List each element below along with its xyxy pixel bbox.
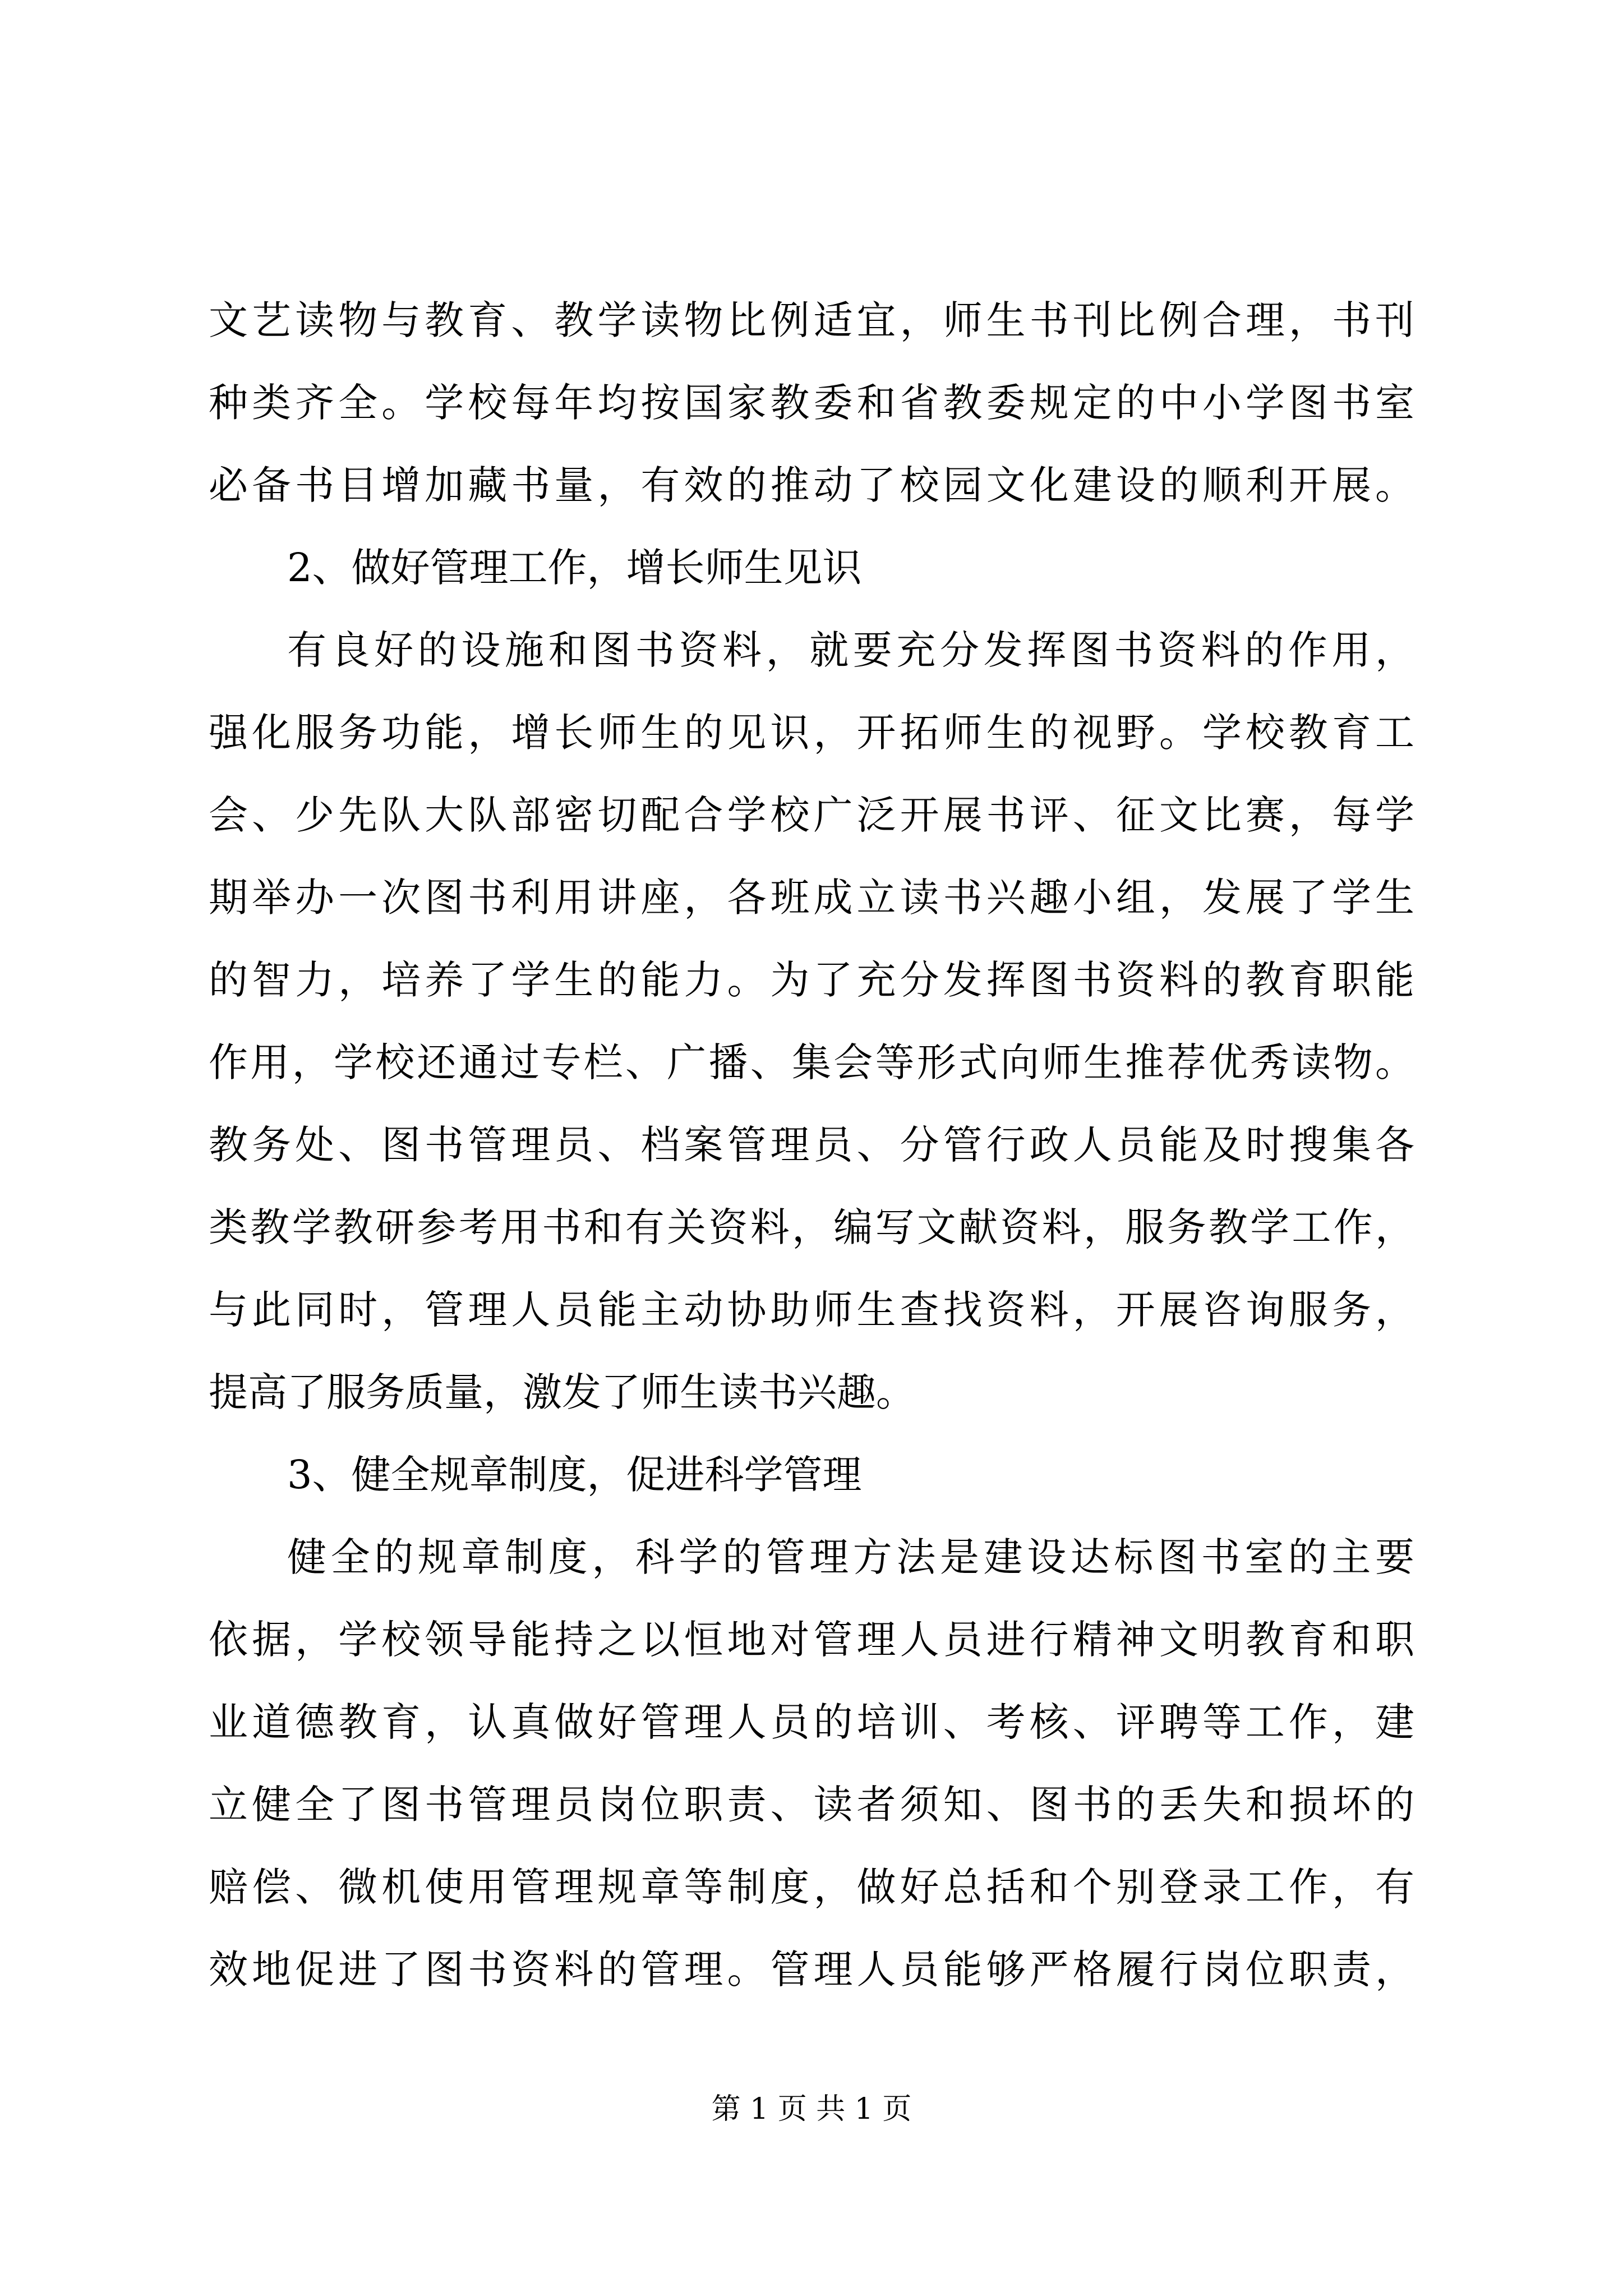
text-line-14: 提高了服务质量，激发了师生读书兴趣。 bbox=[209, 1369, 915, 1415]
text-line-11: 教务处、图书管理员、档案管理员、分管行政人员能及时搜集各 bbox=[209, 1122, 1414, 1168]
text-line-18: 业道德教育，认真做好管理人员的培训、考核、评聘等工作，建 bbox=[209, 1699, 1414, 1745]
text-line-9: 的智力，培养了学生的能力。为了充分发挥图书资料的教育职能 bbox=[209, 957, 1414, 1003]
text-line-2: 种类齐全。学校每年均按国家教委和省教委规定的中小学图书室 bbox=[209, 380, 1414, 426]
text-line-1: 文艺读物与教育、教学读物比例适宜，师生书刊比例合理，书刊 bbox=[209, 297, 1414, 343]
text-line-6: 强化服务功能，增长师生的见识，开拓师生的视野。学校教育工 bbox=[209, 710, 1414, 756]
text-line-20: 赔偿、微机使用管理规章等制度，做好总括和个别登录工作，有 bbox=[209, 1864, 1414, 1910]
page-footer: 第 1 页 共 1 页 bbox=[711, 2092, 912, 2126]
text-line-16: 健全的规章制度，科学的管理方法是建设达标图书室的主要 bbox=[287, 1534, 1414, 1580]
text-line-12: 类教学教研参考用书和有关资料，编写文献资料，服务教学工作， bbox=[209, 1204, 1414, 1250]
text-line-7: 会、少先队大队部密切配合学校广泛开展书评、征文比赛，每学 bbox=[209, 792, 1414, 838]
document-body bbox=[209, 279, 1414, 2011]
text-line-13: 与此同时，管理人员能主动协助师生查找资料，开展咨询服务， bbox=[209, 1287, 1414, 1333]
text-line-10: 作用，学校还通过专栏、广播、集会等形式向师生推荐优秀读物。 bbox=[209, 1039, 1414, 1085]
text-line-19: 立健全了图书管理员岗位职责、读者须知、图书的丢失和损坏的 bbox=[209, 1782, 1414, 1828]
text-line-5: 有良好的设施和图书资料，就要充分发挥图书资料的作用， bbox=[287, 627, 1414, 673]
section-heading-2: 2、做好管理工作，增长师生见识 bbox=[287, 545, 862, 591]
text-line-17: 依据，学校领导能持之以恒地对管理人员进行精神文明教育和职 bbox=[209, 1617, 1414, 1663]
section-heading-3: 3、健全规章制度，促进科学管理 bbox=[287, 1452, 862, 1498]
text-line-3: 必备书目增加藏书量，有效的推动了校园文化建设的顺利开展。 bbox=[209, 462, 1414, 508]
text-line-8: 期举办一次图书利用讲座，各班成立读书兴趣小组，发展了学生 bbox=[209, 875, 1414, 921]
text-line-21: 效地促进了图书资料的管理。管理人员能够严格履行岗位职责， bbox=[209, 1947, 1414, 1993]
